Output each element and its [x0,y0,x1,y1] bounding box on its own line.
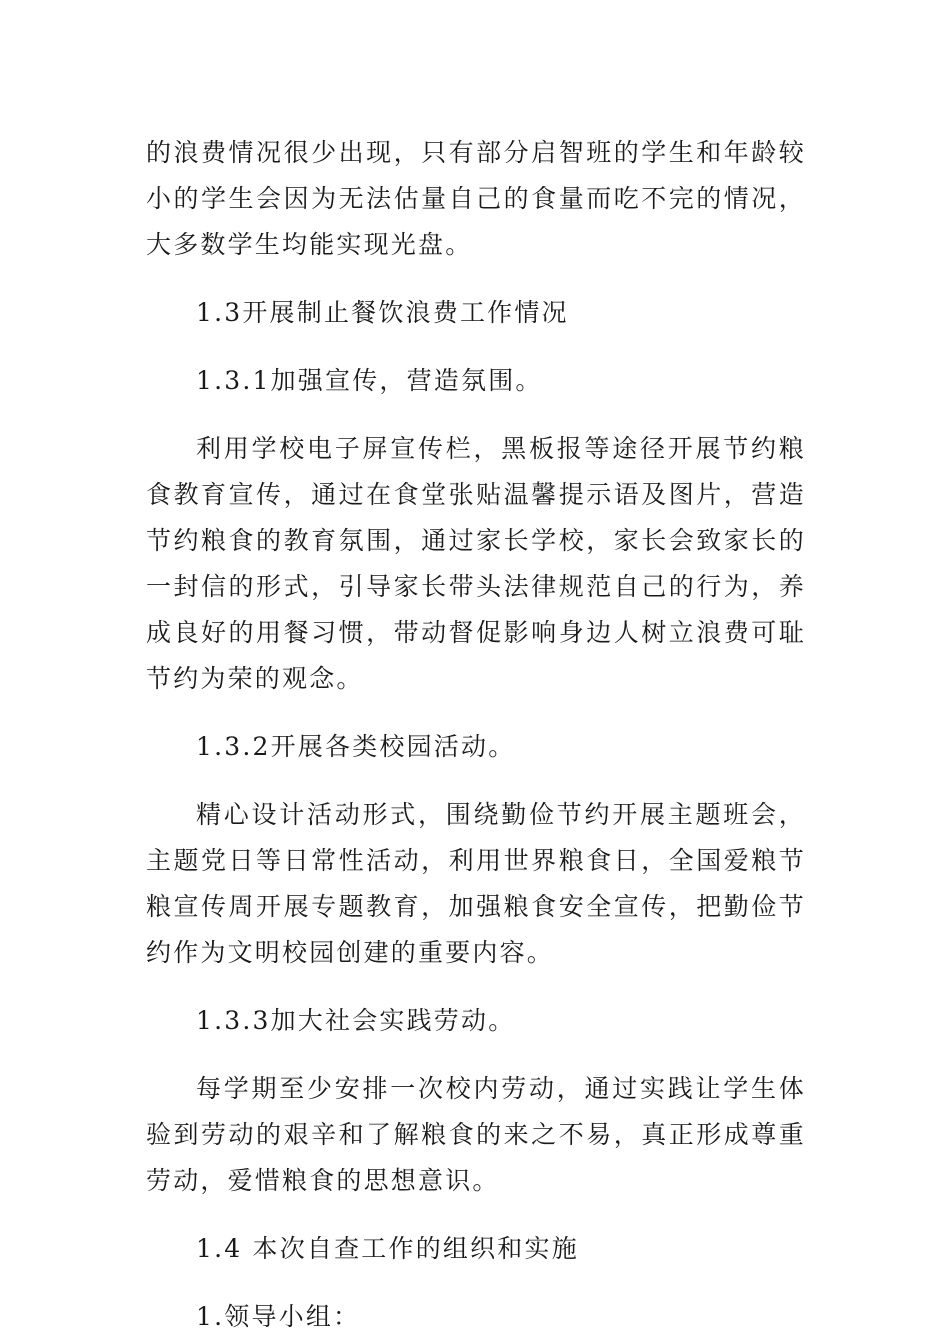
document-body [146,130,806,1340]
heading-1-3: 1.3开展制止餐饮浪费工作情况 [196,298,569,327]
paragraph-campus-activities: 精心设计活动形式，围绕勤俭节约开展主题班会，主题党日等日常性活动，利用世界粮食日，全国爱粮节粮宣传周开展专题教育，加强粮食安全宣传，把勤俭节约作为文明校园创建的重要内容。 [146,800,806,967]
heading-1-3-1: 1.3.1加强宣传，营造氛围。 [196,366,543,395]
heading-leadership-group: 1.领导小组： [196,1302,361,1331]
paragraph-labor-practice: 每学期至少安排一次校内劳动，通过实践让学生体验到劳动的艰辛和了解粮食的来之不易，真正形成尊重劳动，爱惜粮食的思想意识。 [146,1074,806,1195]
paragraph-waste-situation: 的浪费情况很少出现，只有部分启智班的学生和年龄较小的学生会因为无法估量自己的食量而吃不完的情况，大多数学生均能实现光盘。 [146,138,806,259]
heading-1-3-3: 1.3.3加大社会实践劳动。 [196,1006,516,1035]
heading-1-3-2: 1.3.2开展各类校园活动。 [196,732,516,761]
paragraph-publicity: 利用学校电子屏宣传栏，黑板报等途径开展节约粮食教育宣传，通过在食堂张贴温馨提示语及图片，营造节约粮食的教育氛围，通过家长学校，家长会致家长的一封信的形式，引导家长带头法律规范自己的行为，养成良好的用餐习惯，带动督促影响身边人树立浪费可耻节约为荣的观念。 [146,434,806,693]
heading-1-4: 1.4 本次自查工作的组织和实施 [196,1234,579,1263]
